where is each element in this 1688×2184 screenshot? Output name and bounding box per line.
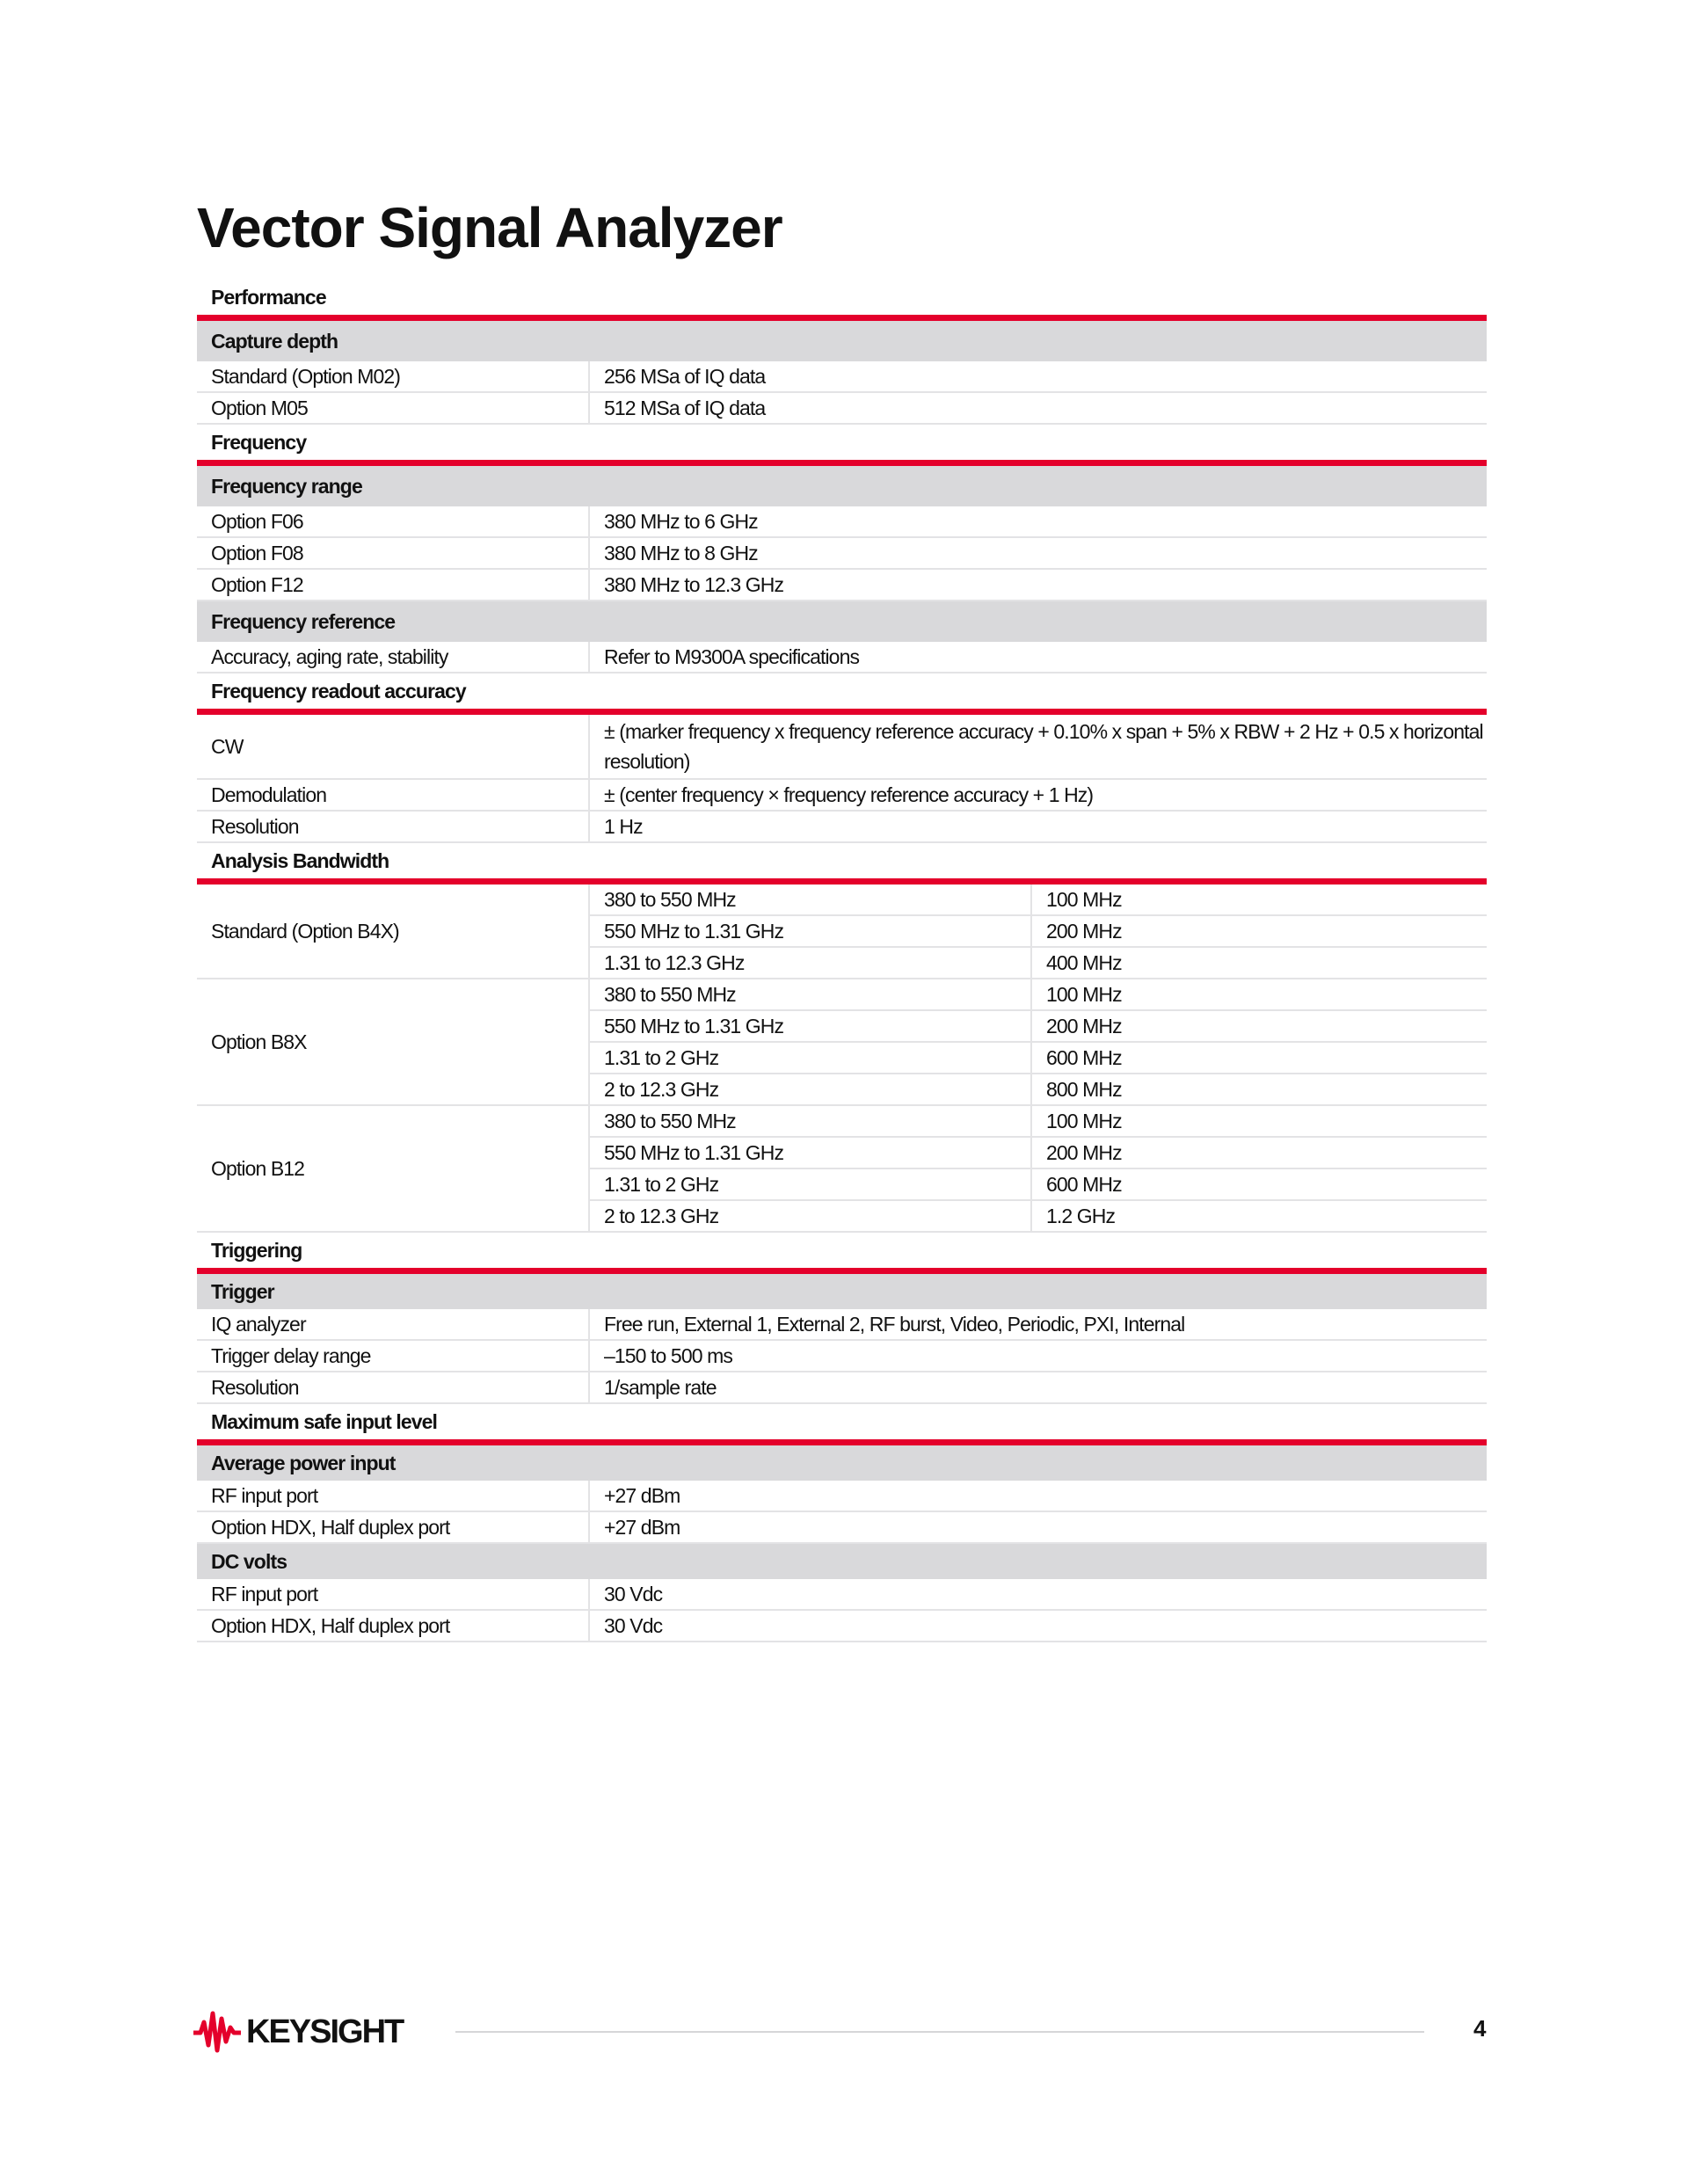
section-divider [197,460,1487,466]
frequency-range: 380 to 550 MHz [589,979,1031,1010]
table-row [197,1105,1487,1137]
group-title: Frequency reference [197,601,1487,642]
row-label: Option M05 [197,392,589,424]
group-title: Frequency range [197,466,1487,506]
table-row [197,979,1487,1010]
row-value: +27 dBm [589,1481,1487,1511]
frequency-range: 1.31 to 2 GHz [589,1042,1031,1074]
table-row [197,392,1487,424]
row-label: IQ analyzer [197,1309,589,1340]
section-heading-row [197,842,1487,878]
frequency-range: 380 to 550 MHz [589,1105,1031,1137]
red-rule [197,709,1487,715]
table-row [197,885,1487,915]
table-row [197,537,1487,569]
row-label: Option HDX, Half duplex port [197,1610,589,1642]
table-row [197,1610,1487,1642]
row-value: 1 Hz [589,811,1487,842]
bandwidth-value: 600 MHz [1031,1168,1487,1200]
group-header-row [197,601,1487,642]
row-value: 30 Vdc [589,1579,1487,1610]
group-title: Average power input [197,1445,1487,1481]
section-heading-row [197,424,1487,460]
keysight-wave-icon [192,2010,243,2054]
row-label: Trigger delay range [197,1340,589,1372]
row-label: Resolution [197,1372,589,1403]
section-heading-row [197,280,1487,315]
table-row [197,506,1487,537]
group-title: DC volts [197,1543,1487,1579]
row-label: Option F06 [197,506,589,537]
frequency-range: 1.31 to 12.3 GHz [589,947,1031,979]
table-row [197,715,1487,779]
section-heading-row [197,1232,1487,1268]
frequency-range: 550 MHz to 1.31 GHz [589,1137,1031,1168]
bandwidth-value: 400 MHz [1031,947,1487,979]
table-row [197,1481,1487,1511]
frequency-range: 550 MHz to 1.31 GHz [589,915,1031,947]
group-title: Trigger [197,1274,1487,1309]
row-label: RF input port [197,1481,589,1511]
row-label: Option B8X [197,979,589,1105]
table-row [197,1309,1487,1340]
row-label: Demodulation [197,779,589,811]
group-title: Capture depth [197,321,1487,361]
red-rule [197,878,1487,885]
row-value: 380 MHz to 12.3 GHz [589,569,1487,601]
row-value: ± (marker frequency x frequency reference accuracy + 0.10% x span + 5% x RBW + 2 Hz + 0.5 x horizontal resolution) [589,715,1487,779]
bandwidth-value: 100 MHz [1031,979,1487,1010]
row-label: Standard (Option M02) [197,361,589,392]
row-label: Standard (Option B4X) [197,885,589,979]
row-value: 380 MHz to 6 GHz [589,506,1487,537]
row-label: Option F08 [197,537,589,569]
row-label: Option B12 [197,1105,589,1232]
table-row [197,642,1487,673]
group-header-row [197,1445,1487,1481]
section-heading-row [197,673,1487,709]
bandwidth-value: 200 MHz [1031,1137,1487,1168]
table-row [197,779,1487,811]
table-row [197,1511,1487,1543]
section-divider [197,1439,1487,1445]
row-value: ± (center frequency × frequency reference accuracy + 1 Hz) [589,779,1487,811]
section-heading-row [197,1403,1487,1439]
bandwidth-value: 100 MHz [1031,1105,1487,1137]
row-value: Free run, External 1, External 2, RF burst, Video, Periodic, PXI, Internal [589,1309,1487,1340]
red-rule [197,1268,1487,1274]
bandwidth-value: 200 MHz [1031,915,1487,947]
section-heading: Frequency [211,431,307,454]
footer-divider [455,2031,1424,2033]
keysight-logo [192,2010,403,2054]
red-rule [197,315,1487,321]
section-heading: Maximum safe input level [211,1410,438,1433]
section-heading: Triggering [211,1239,302,1262]
section-divider [197,1268,1487,1274]
section-heading: Performance [211,286,326,309]
row-value: Refer to M9300A specifications [589,642,1487,673]
red-rule [197,1439,1487,1445]
section-heading: Frequency readout accuracy [211,680,466,703]
frequency-range: 380 to 550 MHz [589,885,1031,915]
group-header-row [197,321,1487,361]
bandwidth-value: 600 MHz [1031,1042,1487,1074]
bandwidth-value: 200 MHz [1031,1010,1487,1042]
table-row [197,361,1487,392]
frequency-range: 1.31 to 2 GHz [589,1168,1031,1200]
row-value: 30 Vdc [589,1610,1487,1642]
row-label: RF input port [197,1579,589,1610]
frequency-range: 550 MHz to 1.31 GHz [589,1010,1031,1042]
row-value: 512 MSa of IQ data [589,392,1487,424]
row-label: Option F12 [197,569,589,601]
page-title: Vector Signal Analyzer [197,196,782,259]
group-header-row [197,1274,1487,1309]
row-label: Resolution [197,811,589,842]
section-divider [197,709,1487,715]
row-label: Accuracy, aging rate, stability [197,642,589,673]
bandwidth-value: 800 MHz [1031,1074,1487,1105]
row-value: +27 dBm [589,1511,1487,1543]
section-heading: Analysis Bandwidth [211,849,389,872]
group-header-row [197,1543,1487,1579]
table-row [197,1372,1487,1403]
bandwidth-value: 100 MHz [1031,885,1487,915]
row-label: CW [197,715,589,779]
table-row [197,811,1487,842]
row-value: 1/sample rate [589,1372,1487,1403]
row-value: –150 to 500 ms [589,1340,1487,1372]
table-row [197,569,1487,601]
section-divider [197,315,1487,321]
row-value: 380 MHz to 8 GHz [589,537,1487,569]
page-number: 4 [1473,2015,1487,2042]
row-label: Option HDX, Half duplex port [197,1511,589,1543]
keysight-wordmark: KEYSIGHT [246,2013,404,2050]
red-rule [197,460,1487,466]
table-row [197,1340,1487,1372]
row-value: 256 MSa of IQ data [589,361,1487,392]
frequency-range: 2 to 12.3 GHz [589,1200,1031,1232]
spec-table [197,280,1487,1642]
table-row [197,1579,1487,1610]
group-header-row [197,466,1487,506]
frequency-range: 2 to 12.3 GHz [589,1074,1031,1105]
section-divider [197,878,1487,885]
bandwidth-value: 1.2 GHz [1031,1200,1487,1232]
